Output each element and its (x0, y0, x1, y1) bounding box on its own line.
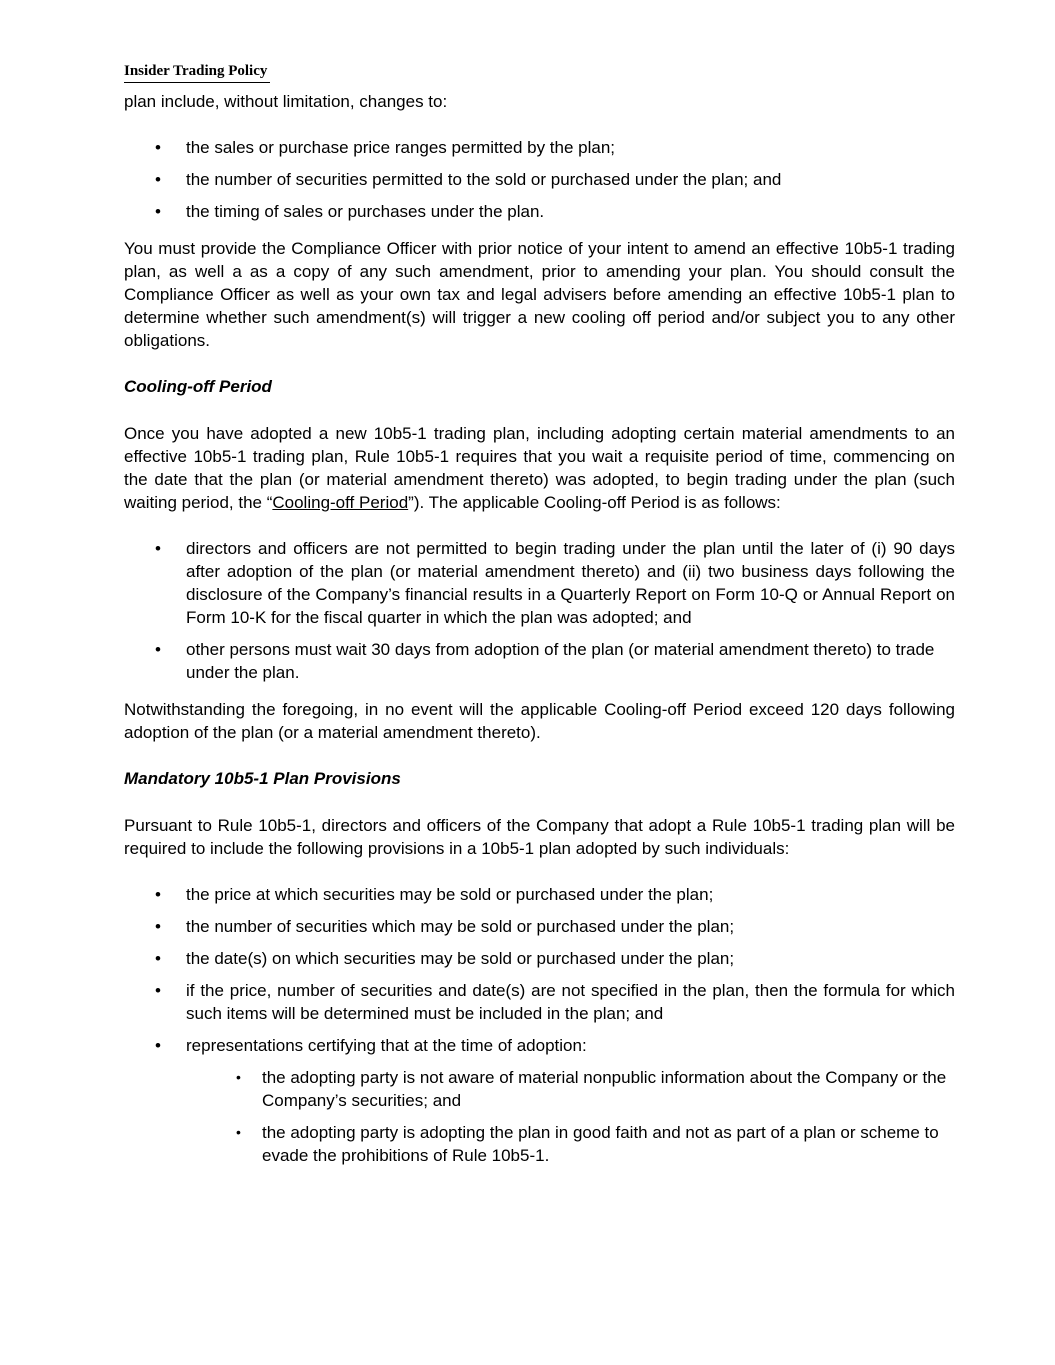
text-run: plan include, without limitation, changes to: (124, 92, 448, 111)
text-run: ”). The applicable Cooling-off Period is as follows: (408, 493, 781, 512)
section-heading (124, 767, 955, 790)
text-run: the number of securities permitted to the sold or purchased under the plan; and (186, 170, 782, 189)
text-run: the adopting party is adopting the plan in good faith and not as part of a plan or scheme to evade the prohibitions of Rule 10b5-1. (262, 1123, 939, 1165)
bullet-list (124, 537, 955, 684)
sub-bullet-icon: • (236, 1124, 241, 1140)
bullet-icon: • (155, 138, 161, 157)
bullet-list (124, 883, 955, 1167)
list-item (124, 168, 955, 191)
text-run: Mandatory 10b5-1 Plan Provisions (124, 769, 401, 788)
text-run: if the price, number of securities and date(s) are not specified in the plan, then the formula for which such items will be determined must be included in the plan; and (186, 981, 955, 1023)
text-run: the sales or purchase price ranges permitted by the plan; (186, 138, 616, 157)
list-item-text (186, 138, 615, 157)
list-item-text (186, 981, 955, 1023)
list-item-text (186, 539, 955, 627)
paragraph (124, 90, 955, 113)
bullet-icon: • (155, 170, 161, 189)
list-item (124, 915, 955, 938)
text-run: the number of securities which may be sold or purchased under the plan; (186, 917, 735, 936)
document-title: Insider Trading Policy (124, 63, 270, 83)
sub-list-item (124, 1121, 955, 1167)
text-run: Notwithstanding the foregoing, in no event will the applicable Cooling-off Period exceed 120 days following adoption of the plan (or a material amendment thereto). (124, 700, 955, 742)
list-item-text (186, 202, 544, 221)
list-item (124, 883, 955, 906)
list-item (124, 1034, 955, 1057)
sub-list-item-text (262, 1123, 939, 1165)
document-body (124, 90, 955, 1167)
text-run: You must provide the Compliance Officer with prior notice of your intent to amend an effective 10b5-1 trading plan, as well a as a copy of any such amendment, prior to amending your plan. You should consult the Compliance Officer as well as your own tax and legal advisers before amending an effective 10b5-1 plan to determine whether such amendment(s) will trigger a new cooling off period and/or subject you to any other obligations. (124, 239, 955, 350)
text-run: Once you have adopted a new 10b5-1 trading plan, including adopting certain material amendments to an effective 10b5-1 trading plan, Rule 10b5-1 requires that you wait a requisite period of time, commencing on the date that the plan (or material amendment thereto) was adopted, to begin trading under the plan (such waiting period, the “ (124, 424, 955, 512)
text-run: Cooling-off Period (124, 377, 272, 396)
bullet-icon: • (155, 202, 161, 221)
list-item (124, 638, 955, 684)
section-heading (124, 375, 955, 398)
list-item-text (186, 949, 734, 968)
text-run: the date(s) on which securities may be sold or purchased under the plan; (186, 949, 735, 968)
bullet-list (124, 136, 955, 223)
text-run: representations certifying that at the time of adoption: (186, 1036, 587, 1055)
bullet-icon: • (155, 1036, 161, 1055)
list-item-text (186, 640, 934, 682)
paragraph (124, 698, 955, 744)
text-run: directors and officers are not permitted to begin trading under the plan until the later of (i) 90 days after adoption of the plan (or material amendment thereto) and (ii) two business days following the disclosure of the Company’s financial results in a Quarterly Report on Form 10-Q or Annual Report on Form 10-K for the fiscal quarter in which the plan was adopted; and (186, 539, 955, 627)
list-item-text (186, 170, 781, 189)
text-run: other persons must wait 30 days from adoption of the plan (or material amendment thereto) to trade under the plan. (186, 640, 935, 682)
bullet-icon: • (155, 640, 161, 659)
sub-list-item (124, 1066, 955, 1112)
bullet-icon: • (155, 949, 161, 968)
paragraph (124, 814, 955, 860)
bullet-icon: • (155, 981, 161, 1000)
document-header (124, 58, 955, 83)
list-item (124, 537, 955, 629)
list-item (124, 947, 955, 970)
text-run: Pursuant to Rule 10b5-1, directors and officers of the Company that adopt a Rule 10b5-1 trading plan will be required to include the following provisions in a 10b5-1 plan adopted by such individuals: (124, 816, 955, 858)
list-item-text (186, 1036, 587, 1055)
text-run: the price at which securities may be sold or purchased under the plan; (186, 885, 714, 904)
paragraph (124, 237, 955, 352)
bullet-icon: • (155, 539, 161, 558)
bullet-icon: • (155, 917, 161, 936)
list-item (124, 200, 955, 223)
list-item (124, 136, 955, 159)
paragraph (124, 422, 955, 514)
text-run: the adopting party is not aware of material nonpublic information about the Company or the Company’s securities; and (262, 1068, 947, 1110)
text-run: the timing of sales or purchases under the plan. (186, 202, 545, 221)
list-item (124, 979, 955, 1025)
sub-list-item-text (262, 1068, 946, 1110)
sub-bullet-icon: • (236, 1069, 241, 1085)
list-item-text (186, 917, 734, 936)
bullet-icon: • (155, 885, 161, 904)
underlined-text: Cooling-off Period (272, 493, 409, 512)
list-item-text (186, 885, 713, 904)
